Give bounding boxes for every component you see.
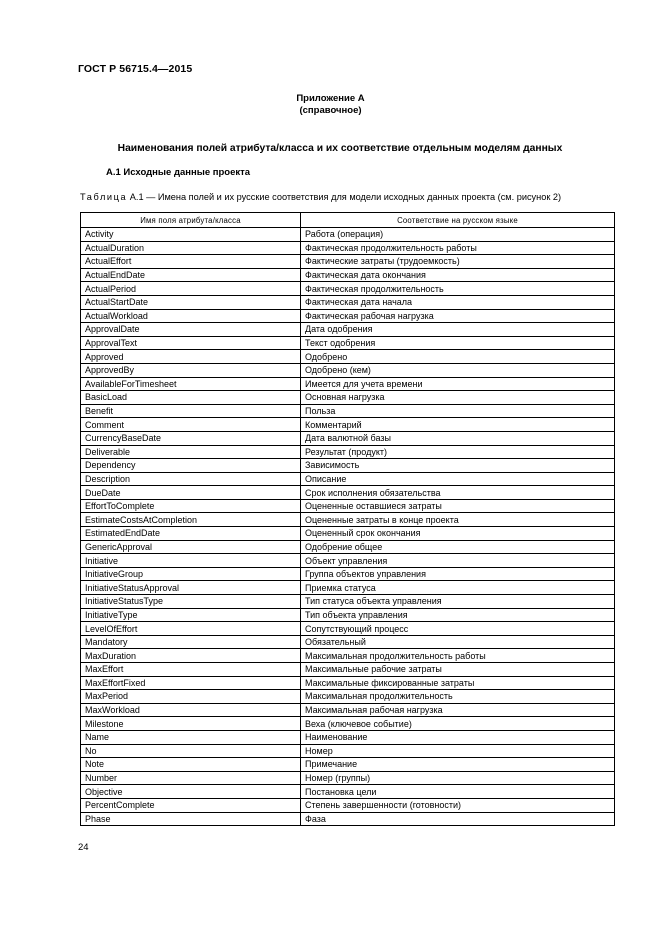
table-row (81, 350, 615, 364)
table-row (81, 486, 615, 500)
russian-equivalent-cell: Одобрено (кем) (301, 363, 615, 377)
field-name-cell: CurrencyBaseDate (81, 431, 301, 445)
table-row (81, 608, 615, 622)
field-name-cell: Benefit (81, 404, 301, 418)
table-row (81, 622, 615, 636)
field-name-cell: ApprovalText (81, 336, 301, 350)
russian-equivalent-cell: Оцененные оставшиеся затраты (301, 499, 615, 513)
russian-equivalent-cell: Фактические затраты (трудоемкость) (301, 255, 615, 269)
field-name-cell: MaxEffort (81, 663, 301, 677)
russian-equivalent-cell: Одобрено (301, 350, 615, 364)
field-name-cell: Name (81, 730, 301, 744)
field-name-cell: Number (81, 771, 301, 785)
table-row (81, 391, 615, 405)
field-name-cell: Deliverable (81, 445, 301, 459)
field-name-cell: Milestone (81, 717, 301, 731)
russian-equivalent-cell: Номер (группы) (301, 771, 615, 785)
field-name-cell: MaxWorkload (81, 703, 301, 717)
table-row (81, 255, 615, 269)
russian-equivalent-cell: Тип объекта управления (301, 608, 615, 622)
russian-equivalent-cell: Польза (301, 404, 615, 418)
russian-equivalent-cell: Работа (операция) (301, 228, 615, 242)
page-title: Наименования полей атрибута/класса и их соответствие отдельным моделям данных (117, 143, 563, 154)
table-caption (80, 192, 620, 202)
page-number: 24 (78, 842, 89, 853)
table-row (81, 595, 615, 609)
table-row (81, 241, 615, 255)
field-name-cell: InitiativeStatusApproval (81, 581, 301, 595)
field-name-cell: Mandatory (81, 635, 301, 649)
field-name-cell: Dependency (81, 459, 301, 473)
table-header-row (81, 213, 615, 228)
russian-equivalent-cell: Основная нагрузка (301, 391, 615, 405)
russian-equivalent-cell: Срок исполнения обязательства (301, 486, 615, 500)
field-name-cell: InitiativeType (81, 608, 301, 622)
table-row (81, 785, 615, 799)
table-row (81, 472, 615, 486)
russian-equivalent-cell: Наименование (301, 730, 615, 744)
russian-equivalent-cell: Примечание (301, 758, 615, 772)
field-name-cell: Note (81, 758, 301, 772)
field-name-cell: GenericApproval (81, 540, 301, 554)
russian-equivalent-cell: Постановка цели (301, 785, 615, 799)
table-row (81, 418, 615, 432)
russian-equivalent-cell: Фактическая продолжительность (301, 282, 615, 296)
table-row (81, 309, 615, 323)
russian-equivalent-cell: Одобрение общее (301, 540, 615, 554)
russian-equivalent-cell: Фактическая рабочая нагрузка (301, 309, 615, 323)
russian-equivalent-cell: Зависимость (301, 459, 615, 473)
russian-equivalent-cell: Номер (301, 744, 615, 758)
table-row (81, 282, 615, 296)
table-row (81, 717, 615, 731)
field-name-cell: No (81, 744, 301, 758)
table-row (81, 295, 615, 309)
russian-equivalent-cell: Обязательный (301, 635, 615, 649)
field-name-cell: ActualWorkload (81, 309, 301, 323)
appendix-type: (справочное) (299, 105, 362, 116)
russian-equivalent-cell: Дата одобрения (301, 323, 615, 337)
field-name-cell: MaxPeriod (81, 690, 301, 704)
table-row (81, 404, 615, 418)
table-row (81, 527, 615, 541)
table-row (81, 513, 615, 527)
table-row (81, 581, 615, 595)
russian-equivalent-cell: Комментарий (301, 418, 615, 432)
field-name-cell: Objective (81, 785, 301, 799)
russian-equivalent-cell: Максимальные рабочие затраты (301, 663, 615, 677)
field-name-cell: PercentComplete (81, 798, 301, 812)
table-row (81, 228, 615, 242)
table-row (81, 690, 615, 704)
russian-equivalent-cell: Максимальная продолжительность работы (301, 649, 615, 663)
russian-equivalent-cell: Степень завершенности (готовности) (301, 798, 615, 812)
field-name-cell: ApprovedBy (81, 363, 301, 377)
field-name-cell: LevelOfEffort (81, 622, 301, 636)
russian-equivalent-cell: Фактическая продолжительность работы (301, 241, 615, 255)
section-heading: А.1 Исходные данные проекта (106, 167, 251, 178)
table-row (81, 445, 615, 459)
russian-equivalent-cell: Приемка статуса (301, 581, 615, 595)
field-name-cell: InitiativeGroup (81, 567, 301, 581)
table-row (81, 567, 615, 581)
russian-equivalent-cell: Оцененные затраты в конце проекта (301, 513, 615, 527)
field-name-cell: BasicLoad (81, 391, 301, 405)
table-row (81, 758, 615, 772)
field-name-cell: ActualDuration (81, 241, 301, 255)
russian-equivalent-cell: Оцененный срок окончания (301, 527, 615, 541)
russian-equivalent-cell: Фактическая дата окончания (301, 268, 615, 282)
russian-equivalent-cell: Результат (продукт) (301, 445, 615, 459)
table-row (81, 730, 615, 744)
field-name-cell: EstimateCostsAtCompletion (81, 513, 301, 527)
table-row (81, 703, 615, 717)
appendix-title: Приложение А (296, 93, 365, 104)
russian-equivalent-cell: Описание (301, 472, 615, 486)
field-name-cell: MaxDuration (81, 649, 301, 663)
field-name-cell: DueDate (81, 486, 301, 500)
field-name-cell: Activity (81, 228, 301, 242)
field-name-cell: MaxEffortFixed (81, 676, 301, 690)
table-row (81, 540, 615, 554)
field-name-cell: ActualStartDate (81, 295, 301, 309)
table-caption-text: А.1 — Имена полей и их русские соответствия для модели исходных данных проекта (см. рисунок 2) (127, 192, 562, 202)
table-row (81, 459, 615, 473)
russian-equivalent-cell: Группа объектов управления (301, 567, 615, 581)
column-header-field-name: Имя поля атрибута/класса (81, 213, 301, 228)
field-name-cell: InitiativeStatusType (81, 595, 301, 609)
table-row (81, 771, 615, 785)
russian-equivalent-cell: Сопутствующий процесс (301, 622, 615, 636)
table-row (81, 663, 615, 677)
table-row (81, 676, 615, 690)
field-name-cell: Phase (81, 812, 301, 826)
field-name-cell: ApprovalDate (81, 323, 301, 337)
table-row (81, 744, 615, 758)
table-row (81, 649, 615, 663)
field-name-cell: Initiative (81, 554, 301, 568)
table-row (81, 798, 615, 812)
field-name-cell: Approved (81, 350, 301, 364)
table-caption-label: Таблица (80, 192, 128, 202)
russian-equivalent-cell: Тип статуса объекта управления (301, 595, 615, 609)
table-row (81, 268, 615, 282)
table-row (81, 554, 615, 568)
field-name-cell: Description (81, 472, 301, 486)
russian-equivalent-cell: Максимальная продолжительность (301, 690, 615, 704)
russian-equivalent-cell: Текст одобрения (301, 336, 615, 350)
russian-equivalent-cell: Веха (ключевое событие) (301, 717, 615, 731)
column-header-russian: Соответствие на русском языке (301, 213, 615, 228)
field-name-cell: ActualEndDate (81, 268, 301, 282)
russian-equivalent-cell: Максимальные фиксированные затраты (301, 676, 615, 690)
field-name-cell: ActualEffort (81, 255, 301, 269)
russian-equivalent-cell: Объект управления (301, 554, 615, 568)
table-row (81, 499, 615, 513)
field-name-cell: EstimatedEndDate (81, 527, 301, 541)
field-name-cell: AvailableForTimesheet (81, 377, 301, 391)
table-row (81, 635, 615, 649)
table-row (81, 336, 615, 350)
field-name-cell: EffortToComplete (81, 499, 301, 513)
table-row (81, 377, 615, 391)
russian-equivalent-cell: Фаза (301, 812, 615, 826)
russian-equivalent-cell: Фактическая дата начала (301, 295, 615, 309)
table-row (81, 363, 615, 377)
table-row (81, 431, 615, 445)
russian-equivalent-cell: Имеется для учета времени (301, 377, 615, 391)
table-row (81, 812, 615, 826)
field-name-cell: Comment (81, 418, 301, 432)
russian-equivalent-cell: Максимальная рабочая нагрузка (301, 703, 615, 717)
field-name-cell: ActualPeriod (81, 282, 301, 296)
russian-equivalent-cell: Дата валютной базы (301, 431, 615, 445)
field-mapping-table (80, 212, 615, 826)
document-id: ГОСТ Р 56715.4—2015 (78, 63, 193, 75)
table-row (81, 323, 615, 337)
